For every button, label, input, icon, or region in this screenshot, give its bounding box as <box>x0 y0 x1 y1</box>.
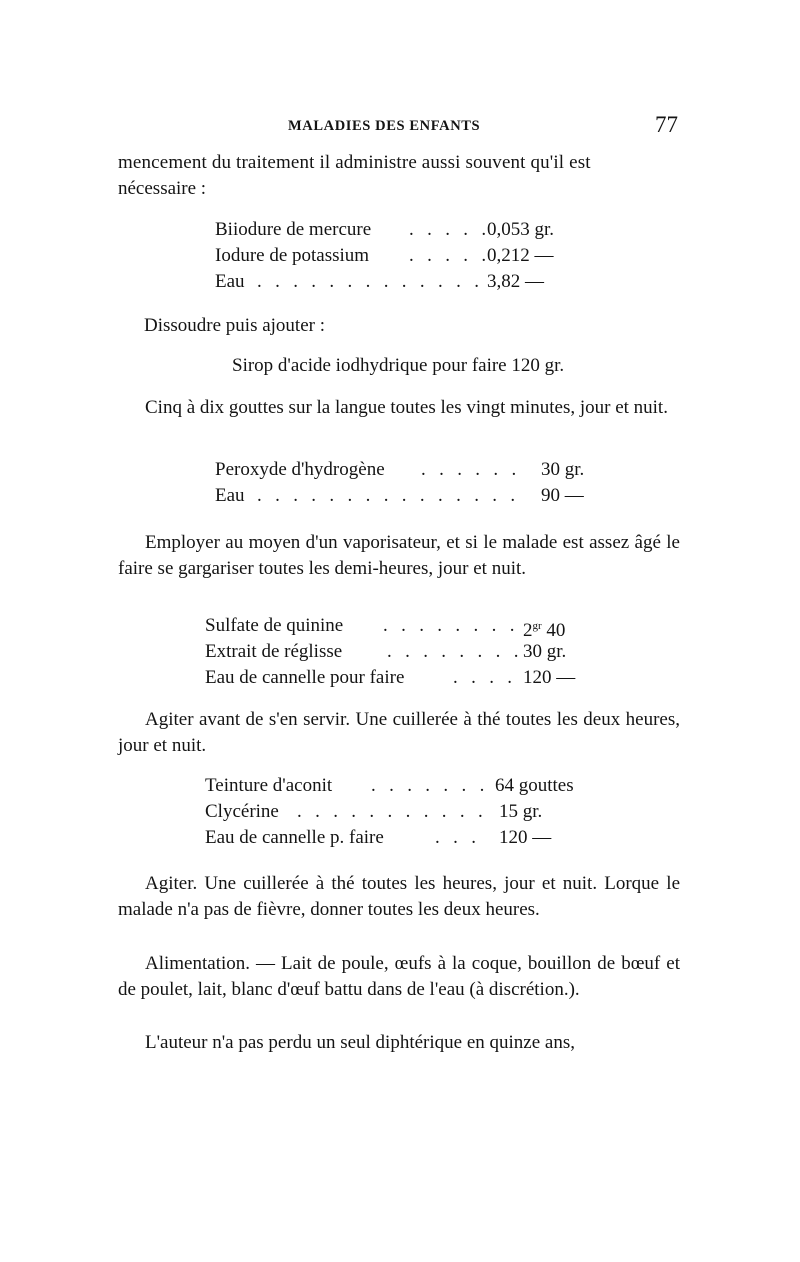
ingredient-name: Eau de cannelle p. faire <box>205 827 384 848</box>
quantity-decimals: 40 <box>541 620 566 641</box>
ingredient-name: Sulfate de quinine <box>205 615 344 636</box>
agiter-paragraph-2: Agiter. Une cuillerée à thé toutes les heures, jour et nuit. Lorque le malade n'a pas de fièvre, donner toutes les deux heures. <box>118 873 680 920</box>
dot-leader: . . . . . . . . . . . . . . . <box>257 485 520 506</box>
dot-leader: . . . . <box>453 667 517 688</box>
ingredient-name: Eau de cannelle pour faire <box>205 667 405 688</box>
employer-paragraph: Employer au moyen d'un vaporisateur, et si le malade est assez âgé le faire se gargariser toutes les demi-heures, jour et nuit. <box>118 532 680 579</box>
ingredient-name: Peroxyde d'hydrogène <box>215 459 385 480</box>
dot-leader: . . . . . . . . . . . . . <box>257 271 484 292</box>
ingredient-name: Teinture d'aconit <box>205 775 333 796</box>
syrup-line: Sirop d'acide iodhydrique pour faire 120 gr. <box>232 355 565 376</box>
ingredient-name: Eau <box>215 271 245 292</box>
dot-leader: . . . <box>435 827 481 848</box>
ingredient-name: Biiodure de mercure <box>215 219 372 240</box>
ingredient-name: Iodure de potassium <box>215 245 370 266</box>
agiter-paragraph-1: Agiter avant de s'en servir. Une cuillerée à thé toutes les deux heures, jour et nuit. <box>118 709 680 756</box>
quantity-number: 2 <box>523 620 533 641</box>
ingredient-quantity: 30 gr. <box>541 459 585 480</box>
dot-leader: . . . . . <box>409 245 491 266</box>
ingredient-quantity: 0,212 — <box>487 245 554 266</box>
gram-abbreviation: gr <box>532 620 542 632</box>
running-title: MALADIES DES ENFANTS <box>288 118 481 134</box>
ingredient-quantity: 90 — <box>541 485 584 506</box>
ingredient-quantity: 64 gouttes <box>495 775 574 796</box>
dot-leader: . . . . . . . . <box>383 615 519 636</box>
page-number: 77 <box>655 112 678 137</box>
dot-leader: . . . . . . . . <box>387 641 523 662</box>
ingredient-quantity: 15 gr. <box>499 801 543 822</box>
ingredient-name: Extrait de réglisse <box>205 641 343 662</box>
dot-leader: . . . . . . . <box>371 775 489 796</box>
intro-line-1: mencement du traitement il administre aussi souvent qu'il est <box>118 152 591 173</box>
ingredient-name: Clycérine <box>205 801 279 822</box>
ingredient-quantity: 0,053 gr. <box>487 219 555 240</box>
dot-leader: . . . . . . . . . . . <box>297 801 488 822</box>
dot-leader: . . . . . <box>409 219 491 240</box>
intro-line-2: nécessaire : <box>118 178 207 199</box>
dot-leader: . . . . . . <box>421 459 521 480</box>
ingredient-quantity: 120 — <box>499 827 552 848</box>
page-header <box>118 112 682 142</box>
dosage-paragraph: Cinq à dix gouttes sur la langue toutes les vingt minutes, jour et nuit. <box>145 397 668 418</box>
dissolve-line: Dissoudre puis ajouter : <box>144 315 326 336</box>
alimentation-paragraph: Alimentation. — Lait de poule, œufs à la coque, bouillon de bœuf et de poulet, lait, blanc d'œuf battu dans de l'eau (à discrétion.). <box>118 953 680 1000</box>
ingredient-quantity: 120 — <box>523 667 576 688</box>
ingredient-quantity: 3,82 — <box>487 271 544 292</box>
auteur-line: L'auteur n'a pas perdu un seul diphtérique en quinze ans, <box>145 1032 575 1053</box>
ingredient-quantity: 30 gr. <box>523 641 567 662</box>
ingredient-name: Eau <box>215 485 245 506</box>
